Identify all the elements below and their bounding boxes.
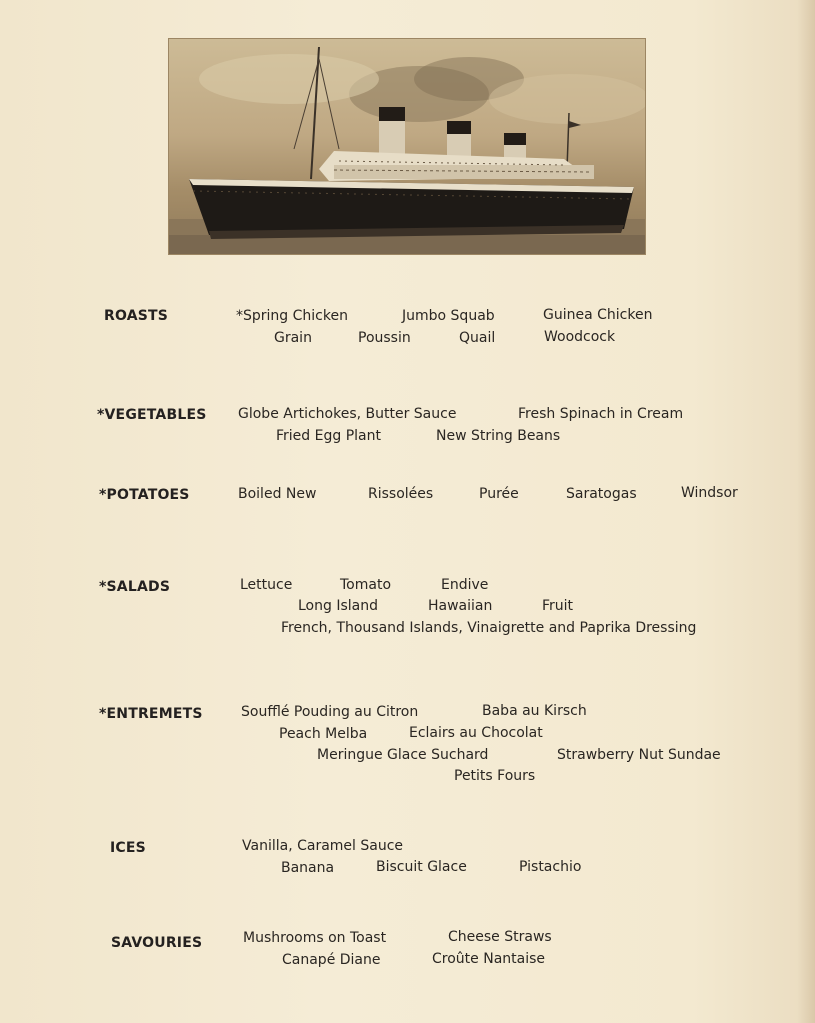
category-salads: *SALADS <box>99 579 171 595</box>
page-edge-shadow <box>797 0 815 1023</box>
menu-item: Meringue Glace Suchard <box>317 747 489 763</box>
menu-item: Strawberry Nut Sundae <box>557 747 721 763</box>
menu-item: Tomato <box>340 577 392 593</box>
category-entremets: *ENTREMETS <box>99 706 203 722</box>
menu-item: French, Thousand Islands, Vinaigrette and Paprika Dressing <box>281 620 697 636</box>
menu-item: Endive <box>441 577 489 593</box>
menu-item: Biscuit Glace <box>376 859 467 875</box>
category-savouries: SAVOURIES <box>111 935 203 951</box>
ocean-liner-photo <box>168 38 646 255</box>
category-vegetables: *VEGETABLES <box>97 407 207 423</box>
menu-item: Pistachio <box>519 859 582 875</box>
menu-item: Windsor <box>681 485 738 501</box>
ship-illustration <box>169 39 645 254</box>
menu-item: Jumbo Squab <box>402 308 495 324</box>
category-potatoes: *POTATOES <box>99 487 190 503</box>
menu-item: Baba au Kirsch <box>482 703 587 719</box>
menu-item: Eclairs au Chocolat <box>409 725 543 741</box>
menu-item: Purée <box>479 486 519 502</box>
menu-item: Saratogas <box>566 486 637 502</box>
menu-item: Vanilla, Caramel Sauce <box>242 838 404 854</box>
menu-item: Woodcock <box>544 329 616 345</box>
menu-item: Rissolées <box>368 486 434 502</box>
menu-item: Croûte Nantaise <box>432 951 546 967</box>
menu-item: Guinea Chicken <box>543 307 653 323</box>
menu-item: Fried Egg Plant <box>276 428 381 444</box>
menu-item: Peach Melba <box>279 726 368 742</box>
menu-item: *Spring Chicken <box>236 308 348 324</box>
menu-item: Fresh Spinach in Cream <box>518 406 684 422</box>
menu-item: Lettuce <box>240 577 293 593</box>
menu-item: Petits Fours <box>454 768 536 784</box>
menu-item: Grain <box>274 330 312 346</box>
menu-item: Long Island <box>298 598 378 614</box>
category-roasts: ROASTS <box>104 308 169 324</box>
menu-item: Mushrooms on Toast <box>243 930 387 946</box>
menu-item: Banana <box>281 860 335 876</box>
menu-item: Poussin <box>358 330 411 346</box>
category-ices: ICES <box>110 840 146 856</box>
menu-item: Fruit <box>542 598 574 614</box>
menu-item: Hawaiian <box>428 598 493 614</box>
menu-item: New String Beans <box>436 428 561 444</box>
menu-item: Globe Artichokes, Butter Sauce <box>238 406 457 422</box>
menu-item: Boiled New <box>238 486 317 502</box>
menu-item: Quail <box>459 330 496 346</box>
menu-item: Cheese Straws <box>448 929 552 945</box>
menu-item: Canapé Diane <box>282 952 381 968</box>
menu-item: Soufflé Pouding au Citron <box>241 704 419 720</box>
